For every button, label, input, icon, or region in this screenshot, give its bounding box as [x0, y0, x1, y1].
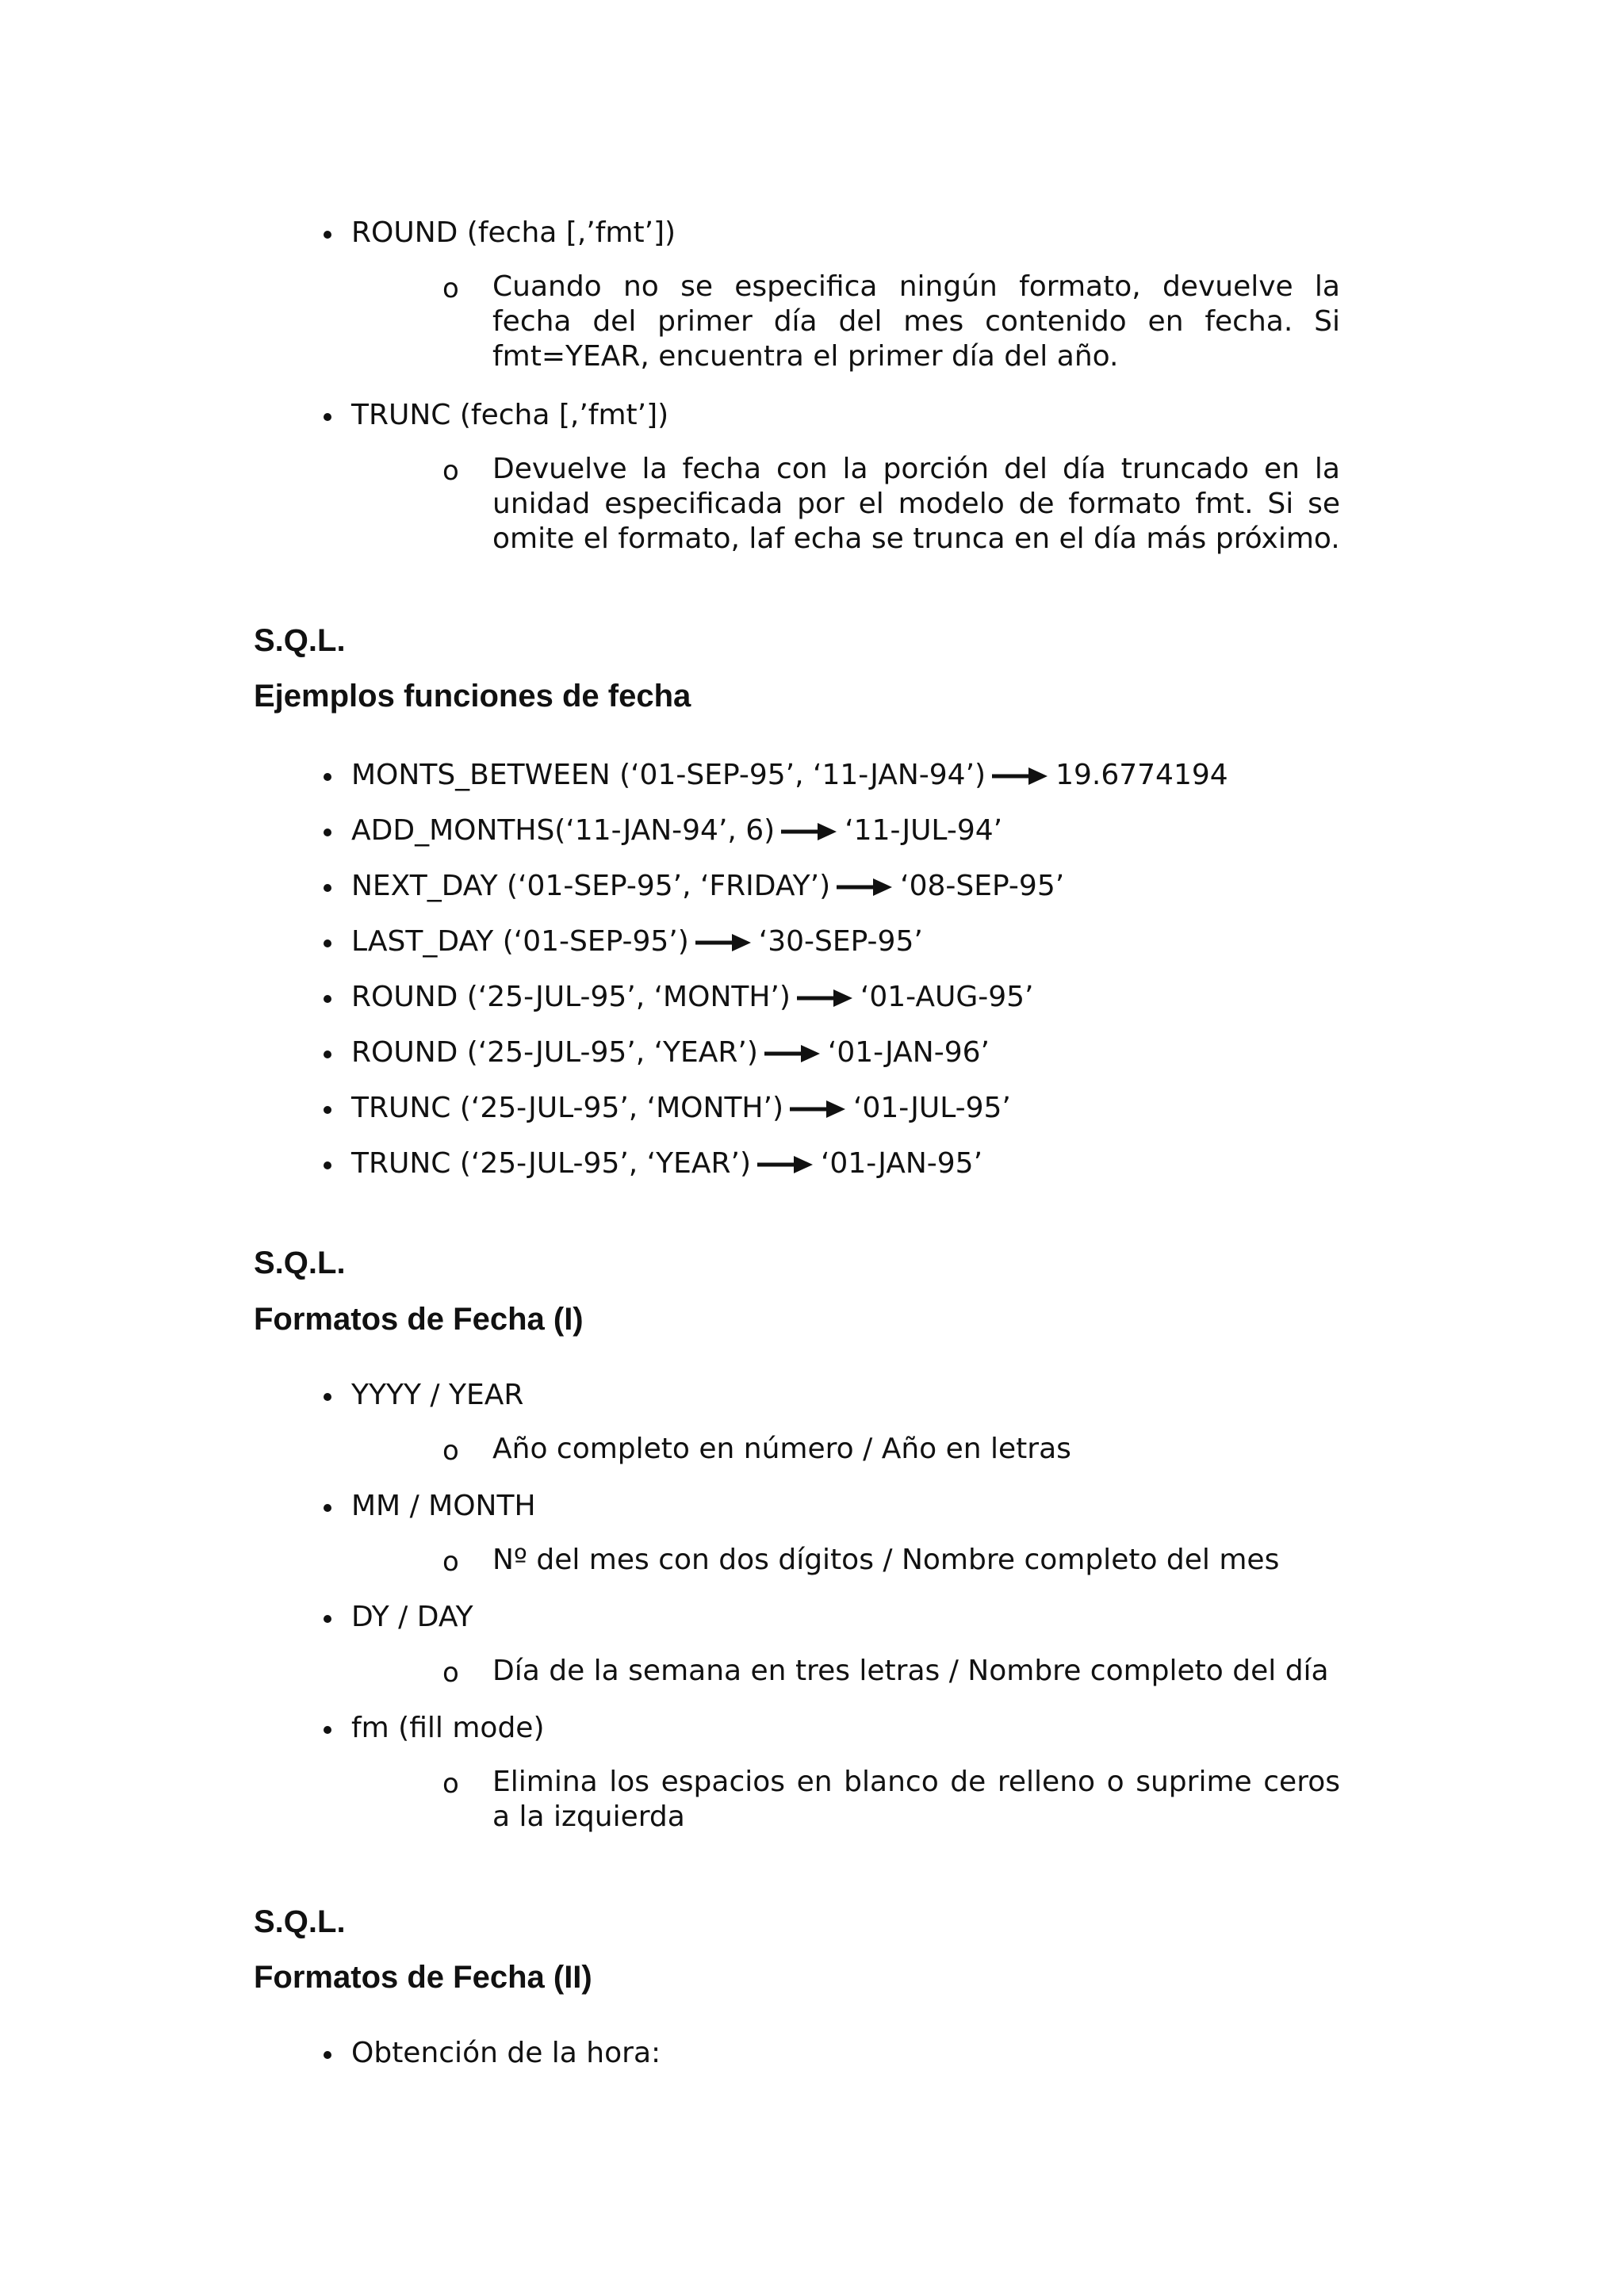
bullet-dot-icon [324, 1106, 331, 1114]
right-arrow-icon [837, 877, 892, 897]
bullet-dot-icon [324, 2051, 331, 2059]
bullet-dot-icon [324, 1615, 331, 1623]
bullet-dot-icon [324, 773, 331, 781]
time-format-label: Obtención de la hora: [351, 2037, 661, 2069]
bullet-dot-icon [324, 1393, 331, 1401]
example-expression: LAST_DAY (‘01-SEP-95’) [351, 925, 689, 958]
date-function-example [351, 980, 1034, 1015]
trunc-function-description: Devuelve la fecha con la porción del día truncado en la unidad especificada por el modelo de formato fmt. Si se omite el formato, laf echa se trunca en el día más próximo. [492, 453, 1340, 555]
date-function-example [351, 813, 1002, 848]
example-result: ‘01-JAN-95’ [820, 1147, 983, 1180]
sub-bullet-marker: o [442, 455, 459, 487]
date-format-label: fm (fill mode) [351, 1712, 545, 1744]
bullet-dot-icon [324, 1726, 331, 1734]
date-format-description: Día de la semana en tres letras / Nombre completo del día [492, 1655, 1329, 1687]
date-format-description: Año completo en número / Año en letras [492, 1433, 1071, 1465]
example-expression: ROUND (‘25-JUL-95’, ‘MONTH’) [351, 981, 791, 1013]
right-arrow-icon [992, 766, 1048, 786]
bullet-dot-icon [324, 995, 331, 1003]
section-heading-sql: S.Q.L. [254, 623, 346, 658]
right-arrow-icon [764, 1043, 820, 1064]
example-result: ‘01-JUL-95’ [853, 1092, 1011, 1124]
example-expression: TRUNC (‘25-JUL-95’, ‘MONTH’) [351, 1092, 783, 1124]
trunc-function-label: TRUNC (fecha [,’fmt’]) [351, 399, 669, 431]
example-expression: NEXT_DAY (‘01-SEP-95’, ‘FRIDAY’) [351, 870, 831, 902]
example-result: ‘01-JAN-96’ [827, 1036, 990, 1069]
date-function-example [351, 869, 1064, 904]
date-function-example [351, 1035, 990, 1070]
sub-bullet-marker: o [442, 1435, 459, 1467]
right-arrow-icon [790, 1099, 845, 1119]
date-function-example [351, 758, 1228, 793]
date-format-description: Nº del mes con dos dígitos / Nombre completo del mes [492, 1544, 1280, 1576]
sub-bullet-marker: o [442, 273, 459, 304]
date-function-example [351, 1091, 1011, 1126]
example-result: 19.6774194 [1055, 759, 1228, 791]
bullet-dot-icon [324, 413, 331, 421]
section-heading-sql: S.Q.L. [254, 1246, 346, 1280]
date-format-label: DY / DAY [351, 1601, 473, 1633]
example-result: ‘01-AUG-95’ [860, 981, 1034, 1013]
example-expression: ROUND (‘25-JUL-95’, ‘YEAR’) [351, 1036, 758, 1069]
bullet-dot-icon [324, 884, 331, 892]
date-format-label: YYYY / YEAR [351, 1379, 524, 1411]
right-arrow-icon [695, 932, 751, 953]
sub-bullet-marker: o [442, 1768, 459, 1800]
bullet-dot-icon [324, 1161, 331, 1169]
bullet-dot-icon [324, 939, 331, 947]
example-expression: ADD_MONTHS(‘11-JAN-94’, 6) [351, 814, 776, 847]
round-function-description: Cuando no se especifica ningún formato, devuelve la fecha del primer día del mes contenido en fecha. Si fmt=YEAR, encuentra el primer día del año. [492, 270, 1340, 373]
date-function-example [351, 924, 923, 959]
right-arrow-icon [781, 821, 837, 842]
right-arrow-icon [797, 988, 852, 1008]
example-expression: MONTS_BETWEEN (‘01-SEP-95’, ‘11-JAN-94’) [351, 759, 986, 791]
example-result: ‘08-SEP-95’ [900, 870, 1065, 902]
round-function-label: ROUND (fecha [,’fmt’]) [351, 216, 676, 249]
example-result: ‘30-SEP-95’ [758, 925, 923, 958]
right-arrow-icon [757, 1154, 813, 1175]
bullet-dot-icon [324, 231, 331, 239]
bullet-dot-icon [324, 828, 331, 836]
bullet-dot-icon [324, 1050, 331, 1058]
date-format-label: MM / MONTH [351, 1490, 536, 1522]
section-heading-sql: S.Q.L. [254, 1904, 346, 1939]
section-heading-date-formats-1: Formatos de Fecha (I) [254, 1302, 584, 1337]
section-heading-date-formats-2: Formatos de Fecha (II) [254, 1960, 592, 1995]
sub-bullet-marker: o [442, 1546, 459, 1578]
example-expression: TRUNC (‘25-JUL-95’, ‘YEAR’) [351, 1147, 751, 1180]
sub-bullet-marker: o [442, 1657, 459, 1689]
date-function-example [351, 1146, 982, 1181]
date-format-description: Elimina los espacios en blanco de relleno o suprime ceros a la izquierda [492, 1766, 1340, 1833]
section-heading-date-function-examples: Ejemplos funciones de fecha [254, 679, 691, 714]
bullet-dot-icon [324, 1504, 331, 1512]
example-result: ‘11-JUL-94’ [845, 814, 1003, 847]
